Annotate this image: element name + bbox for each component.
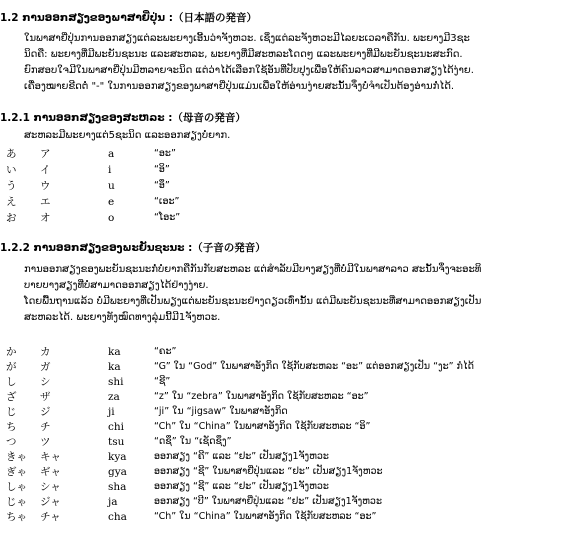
katakana-cell: チ (40, 421, 51, 433)
lao-pronunciation-cell: ອອກສຽງ “ຊີ” ແລະ “ຢະ” ເປັນສຽງ1ຈັງຫວະ (154, 481, 329, 492)
katakana-cell: ジャ (40, 496, 61, 508)
hiragana-cell: お (6, 212, 17, 224)
hiragana-cell: しゃ (6, 481, 27, 493)
katakana-cell: キャ (40, 451, 61, 463)
katakana-cell: シ (40, 376, 51, 388)
paragraph-line: ນິດຄື: ພະຍາງທີ່ມີພະຍັນຊະນະ ແລະສະຫລະ, ພະຍາງທີ່ມີສະຫລະໂດດໆ ແລະພະຍາງທີ່ມີພະຍັນຊະນະສະກົດ. (24, 49, 463, 60)
katakana-cell: カ (40, 346, 51, 358)
romaji-cell: ji (108, 406, 115, 418)
paragraph-line: ເຄື່ອງໝາຍຂີດຕໍ່ "-" ໃນການອອກສຽງຂອງພາສາຍີ່ປຸ່ນແມ່ນເພື່ອໃຫ້ອ່ານງ່າຍສະນັ້ນຈຶ່ງບໍ່ຈຳເປັນຕ້ອງອ່ານກໍ່ໄດ້. (24, 81, 455, 92)
romaji-cell: shi (108, 376, 124, 388)
lao-pronunciation-cell: “ໂອະ” (154, 212, 181, 223)
katakana-cell: エ (40, 196, 51, 208)
romaji-cell: kya (108, 451, 127, 463)
lao-pronunciation-cell: “ອຶ” (154, 180, 170, 191)
romaji-cell: a (108, 148, 115, 160)
hiragana-cell: ちゃ (6, 511, 27, 523)
lao-pronunciation-cell: “ອິ” (154, 164, 170, 175)
lao-pronunciation-cell: “z” ໃນ “zebra” ໃນພາສາອັງກິດ ໃຊ້ກັບສະຫລະ “ອະ” (154, 391, 369, 402)
katakana-cell: ウ (40, 180, 51, 192)
hiragana-cell: ぎゃ (6, 466, 27, 478)
katakana-cell: イ (40, 164, 51, 176)
section-1-2-1-title: 1.2.1 ການອອກສຽງຂອງສະຫລະ :（母音の発音） (0, 112, 246, 124)
katakana-cell: ツ (40, 436, 51, 448)
lao-pronunciation-cell: “ຊີ” (154, 376, 171, 387)
paragraph-line: ສະຫລະໄດ້. ພະຍາງທັງໝົດທາງລຸ່ມນີ້ມີ1ຈັງຫວະ. (24, 312, 221, 323)
paragraph-line: ໂດຍພື້ນຖານແລ້ວ ບໍ່ມີພະຍາງທີ່ເປັນພຽງແຕ່ພະຍັນຊະນະຢ່າງດຽວເທົ່ານັ້ນ ແຕ່ມີພະຍັນຊະນະທີ່ສາມາດອອກສຽງເປັນ (24, 296, 482, 307)
romaji-cell: u (108, 180, 115, 192)
hiragana-cell: あ (6, 148, 17, 160)
romaji-cell: i (108, 164, 112, 176)
romaji-cell: ka (108, 346, 121, 358)
hiragana-cell: う (6, 180, 17, 192)
hiragana-cell: つ (6, 436, 17, 448)
paragraph-line: ຍົກສອບໃຈມີໃນພາສາຍີ່ປຸ່ນມີຫລາຍຈະນິດ ແຕ່ວ່າໄດ້ເລືອກໃຊ້ອັນທີ່ປັບປຸງເພື່ອໃຫ້ຄົນລາວສາມາດອອກສຽງໄດ້ງ່າຍ. (24, 65, 474, 76)
vowel-intro: ສະຫລະມີພະຍາງແຕ່5ຊະນິດ ແລະອອກສຽງບໍ່ຍາກ. (24, 130, 231, 141)
lao-pronunciation-cell: ອອກສຽງ “ບີ” ໃນພາສາຍີ່ປຸ່ນແລະ “ຢະ” ເປັນສຽງ1ຈັງຫວະ (154, 496, 382, 507)
romaji-cell: tsu (108, 436, 125, 448)
katakana-cell: オ (40, 212, 51, 224)
hiragana-cell: じゃ (6, 496, 27, 508)
katakana-cell: ジ (40, 406, 51, 418)
katakana-cell: ザ (40, 391, 51, 403)
lao-pronunciation-cell: ອອກສຽງ “ຄີ” ແລະ “ຢະ” ເປັນສຽງ1ຈັງຫວະ (154, 451, 329, 462)
romaji-cell: gya (108, 466, 127, 478)
section-1-2-paragraph (24, 31, 474, 95)
hiragana-cell: きゃ (6, 451, 27, 463)
lao-pronunciation-cell: “ອະ” (154, 148, 176, 159)
lao-pronunciation-cell: “G” ໃນ “God” ໃນພາສາອັງກິດ ໃຊ້ກັບສະຫລະ “ອະ” ແຕ່ອອກສຽງເປັນ “ງະ” ກໍໄດ້ (154, 361, 474, 372)
lao-pronunciation-cell: “ji” ໃນ “jigsaw” ໃນພາສາອັງກິດ (154, 406, 288, 417)
katakana-cell: シャ (40, 481, 61, 493)
hiragana-cell: え (6, 196, 17, 208)
paragraph-line: ບາຍບາງສຽງທີ່ບໍ່ສາມາດອອກສຽງໄດ້ຢ່າງງ່າຍ. (24, 280, 209, 291)
lao-pronunciation-cell: “Ch” ໃນ “China” ໃນພາສາອັງກິດ ໃຊ້ກັບສະຫລະ “ອິ” (154, 421, 371, 432)
romaji-cell: sha (108, 481, 127, 493)
hiragana-cell: じ (6, 406, 17, 418)
romaji-cell: e (108, 196, 115, 208)
hiragana-cell: ち (6, 421, 17, 433)
katakana-cell: ガ (40, 361, 51, 373)
romaji-cell: za (108, 391, 120, 403)
katakana-cell: ギャ (40, 466, 61, 478)
lao-pronunciation-cell: ອອກສຽງ “ຊີ” ໃນພາສາຍີ່ປຸ່ນແລະ “ຢະ” ເປັນສຽງ1ຈັງຫວະ (154, 466, 383, 477)
lao-pronunciation-cell: “Ch” ໃນ “China” ໃນພາສາອັງກິດ ໃຊ້ກັບສະຫລະ “ອະ” (154, 511, 377, 522)
romaji-cell: o (108, 212, 115, 224)
lao-pronunciation-cell: “ດຊຶ” ໃນ “ເຊັດຊຶງ” (154, 436, 232, 447)
lao-pronunciation-cell: “ເອະ” (154, 196, 180, 207)
romaji-cell: cha (108, 511, 127, 523)
paragraph-line: ການອອກສຽງຂອງພະຍັນຊະນະກໍ່ບໍ່ຍາກຄືກັນກັບສະຫລະ ແຕ່ສຳລັບມີບາງສຽງທີ່ບໍ່ມີໃນພາສາລາວ ສະນັ້ນຈຶ່ງຈະອະທິ (24, 264, 482, 275)
section-1-2-2-title: 1.2.2 ການອອກສຽງຂອງພະຍັນຊະນະ :（子音の発音） (0, 242, 266, 254)
katakana-cell: チャ (40, 511, 61, 523)
hiragana-cell: し (6, 376, 17, 388)
katakana-cell: ア (40, 148, 51, 160)
romaji-cell: chi (108, 421, 125, 433)
hiragana-cell: か (6, 346, 17, 358)
paragraph-line: ໃນພາສາຍີ່ປຸ່ນການອອກສຽງແຕ່ລະພະຍາງເອີ້ນວ່າຈັງຫວະ. ເຊິ່ງແຕ່ລະຈັງຫວະມີໄລຍະເວລາຄືກັນ. ພະຍາງມີ3ຊະ (24, 33, 470, 44)
lao-pronunciation-cell: “ຄະ” (154, 346, 177, 357)
section-1-2-2-paragraph (24, 262, 481, 326)
hiragana-cell: ざ (6, 391, 17, 403)
hiragana-cell: が (6, 361, 17, 373)
romaji-cell: ja (108, 496, 118, 508)
romaji-cell: ka (108, 361, 121, 373)
section-1-2-title: 1.2 ການອອກສຽງຂອງພາສາຍີ່ປຸ່ນ :（日本語の発音） (0, 12, 257, 24)
hiragana-cell: い (6, 164, 17, 176)
